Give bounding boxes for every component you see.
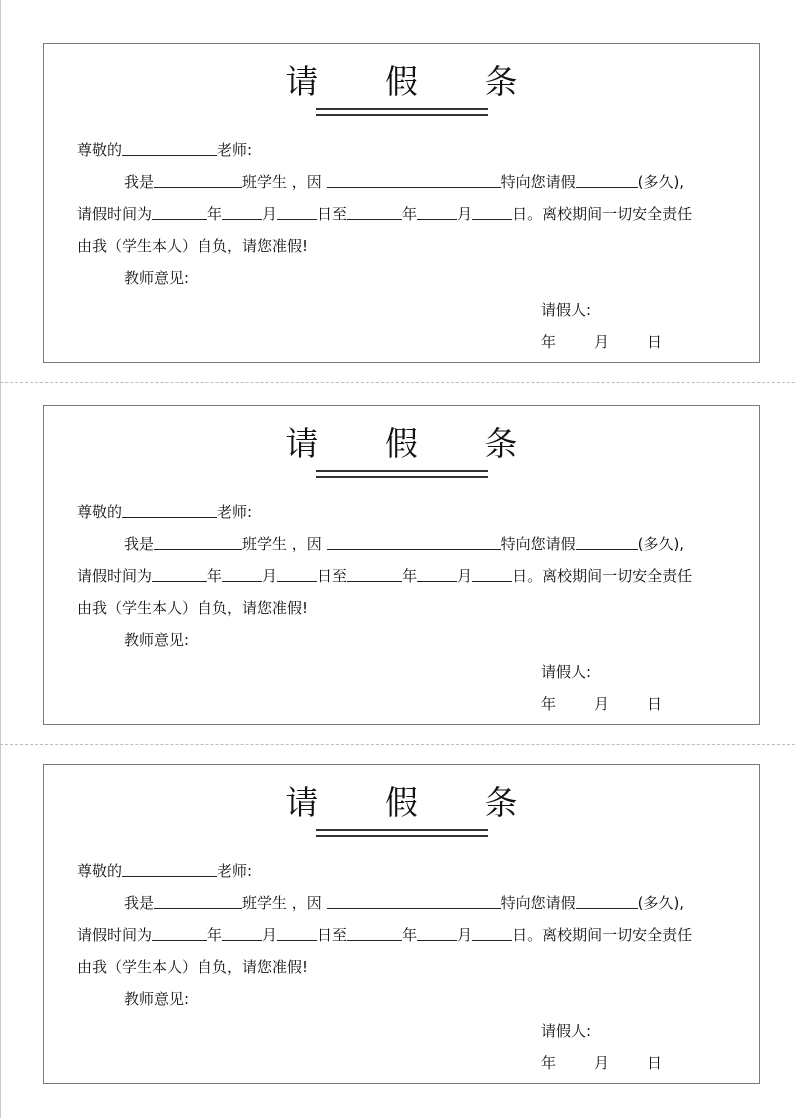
- text-year: 年: [207, 567, 223, 585]
- title-double-underline: [316, 108, 488, 116]
- note-title: 请 假 条: [285, 783, 546, 822]
- student-line: [124, 534, 684, 554]
- text-request-leave: 特向您请假: [500, 173, 576, 191]
- greeting-line: [77, 140, 252, 160]
- text-leave-time: 请假时间为: [77, 926, 153, 944]
- greeting-suffix: 老师:: [217, 503, 253, 521]
- time-line: [77, 204, 692, 224]
- text-safety-responsibility: 日。离校期间一切安全责任: [512, 205, 693, 223]
- text-month: 月: [457, 567, 473, 585]
- date-month: 月: [594, 695, 610, 713]
- date-line: [541, 1053, 662, 1073]
- text-leave-time: 请假时间为: [77, 205, 153, 223]
- text-month: 月: [262, 926, 278, 944]
- cut-line: [0, 744, 795, 745]
- self-responsible-line: 由我（学生本人）自负，请您准假!: [77, 599, 309, 617]
- date-line: [541, 694, 662, 714]
- text-day-to: 日至: [317, 567, 348, 585]
- greeting-suffix: 老师:: [217, 862, 253, 880]
- greeting-line: [77, 502, 252, 522]
- student-line: [124, 893, 684, 913]
- end-month-blank[interactable]: [417, 925, 457, 941]
- greeting-prefix: 尊敬的: [77, 862, 123, 880]
- start-month-blank[interactable]: [222, 566, 262, 582]
- leave-note-2: [43, 405, 760, 725]
- start-day-blank[interactable]: [277, 204, 317, 220]
- self-responsible-line: 由我（学生本人）自负，请您准假!: [77, 237, 309, 255]
- title-double-underline: [316, 829, 488, 837]
- text-year: 年: [402, 567, 418, 585]
- applicant-label: 请假人:: [541, 301, 592, 319]
- teacher-opinion-label: 教师意见:: [124, 269, 190, 287]
- start-day-blank[interactable]: [277, 925, 317, 941]
- end-month-blank[interactable]: [417, 566, 457, 582]
- student-line: [124, 172, 684, 192]
- teacher-opinion-label: 教师意见:: [124, 631, 190, 649]
- greeting-prefix: 尊敬的: [77, 503, 123, 521]
- class-blank[interactable]: [154, 172, 242, 188]
- text-i-am: 我是: [124, 894, 155, 912]
- date-line: [541, 332, 662, 352]
- date-year: 年: [541, 695, 557, 713]
- end-day-blank[interactable]: [472, 566, 512, 582]
- reason-blank[interactable]: [327, 172, 501, 188]
- date-month: 月: [594, 333, 610, 351]
- start-day-blank[interactable]: [277, 566, 317, 582]
- leave-note-3: [43, 764, 760, 1084]
- end-day-blank[interactable]: [472, 204, 512, 220]
- text-year: 年: [402, 926, 418, 944]
- teacher-name-blank[interactable]: [122, 140, 217, 156]
- date-month: 月: [594, 1054, 610, 1072]
- start-year-blank[interactable]: [152, 925, 207, 941]
- text-safety-responsibility: 日。离校期间一切安全责任: [512, 926, 693, 944]
- text-request-leave: 特向您请假: [500, 894, 576, 912]
- self-responsible-line: 由我（学生本人）自负，请您准假!: [77, 958, 309, 976]
- teacher-name-blank[interactable]: [122, 502, 217, 518]
- text-safety-responsibility: 日。离校期间一切安全责任: [512, 567, 693, 585]
- text-day-to: 日至: [317, 205, 348, 223]
- duration-blank[interactable]: [576, 172, 638, 188]
- applicant-label: 请假人:: [541, 1022, 592, 1040]
- end-month-blank[interactable]: [417, 204, 457, 220]
- end-year-blank[interactable]: [347, 204, 402, 220]
- leave-note-1: [43, 43, 760, 363]
- reason-blank[interactable]: [327, 534, 501, 550]
- class-blank[interactable]: [154, 893, 242, 909]
- date-day: 日: [647, 1054, 663, 1072]
- start-month-blank[interactable]: [222, 925, 262, 941]
- date-day: 日: [647, 695, 663, 713]
- date-day: 日: [647, 333, 663, 351]
- text-how-long: (多久),: [637, 173, 685, 191]
- greeting-prefix: 尊敬的: [77, 141, 123, 159]
- start-month-blank[interactable]: [222, 204, 262, 220]
- text-request-leave: 特向您请假: [500, 535, 576, 553]
- time-line: [77, 925, 692, 945]
- text-month: 月: [262, 567, 278, 585]
- text-class-student-because: 班学生 ，因: [242, 535, 322, 553]
- greeting-suffix: 老师:: [217, 141, 253, 159]
- date-year: 年: [541, 1054, 557, 1072]
- text-day-to: 日至: [317, 926, 348, 944]
- text-class-student-because: 班学生 ，因: [242, 173, 322, 191]
- text-year: 年: [207, 926, 223, 944]
- teacher-name-blank[interactable]: [122, 861, 217, 877]
- class-blank[interactable]: [154, 534, 242, 550]
- end-year-blank[interactable]: [347, 566, 402, 582]
- text-month: 月: [457, 205, 473, 223]
- text-how-long: (多久),: [637, 894, 685, 912]
- date-year: 年: [541, 333, 557, 351]
- text-class-student-because: 班学生 ，因: [242, 894, 322, 912]
- start-year-blank[interactable]: [152, 566, 207, 582]
- duration-blank[interactable]: [576, 893, 638, 909]
- text-month: 月: [262, 205, 278, 223]
- page-left-border: [0, 0, 1, 1118]
- end-year-blank[interactable]: [347, 925, 402, 941]
- duration-blank[interactable]: [576, 534, 638, 550]
- text-i-am: 我是: [124, 535, 155, 553]
- note-title: 请 假 条: [285, 62, 546, 101]
- end-day-blank[interactable]: [472, 925, 512, 941]
- text-i-am: 我是: [124, 173, 155, 191]
- text-year: 年: [207, 205, 223, 223]
- note-title: 请 假 条: [285, 424, 546, 463]
- text-month: 月: [457, 926, 473, 944]
- cut-line: [0, 382, 795, 383]
- teacher-opinion-label: 教师意见:: [124, 990, 190, 1008]
- applicant-label: 请假人:: [541, 663, 592, 681]
- title-double-underline: [316, 470, 488, 478]
- text-year: 年: [402, 205, 418, 223]
- greeting-line: [77, 861, 252, 881]
- text-how-long: (多久),: [637, 535, 685, 553]
- reason-blank[interactable]: [327, 893, 501, 909]
- time-line: [77, 566, 692, 586]
- text-leave-time: 请假时间为: [77, 567, 153, 585]
- start-year-blank[interactable]: [152, 204, 207, 220]
